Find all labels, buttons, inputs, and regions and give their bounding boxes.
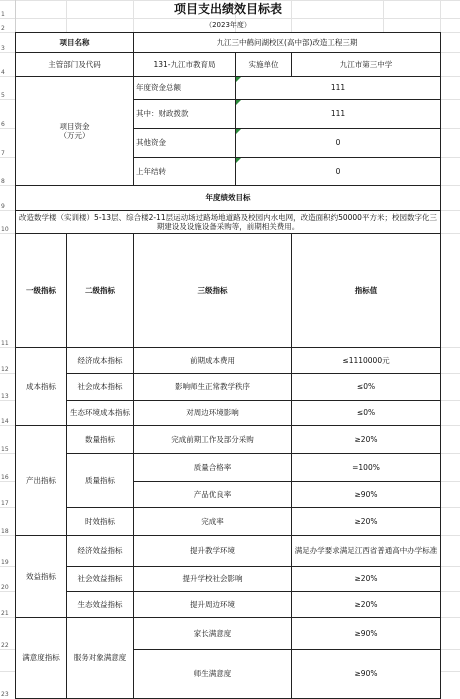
funds-item-value-text: 0: [335, 166, 341, 176]
indicator-value-text: ≤0%: [356, 382, 376, 392]
impl-unit-value[interactable]: [291, 52, 441, 77]
indicator-level3-text: 提升周边环境: [190, 599, 235, 609]
annual-goal-header-text: 年度绩效目标: [205, 193, 251, 203]
project-name-label[interactable]: [15, 32, 134, 53]
indicator-value[interactable]: [291, 566, 441, 592]
indicator-level1[interactable]: [15, 425, 67, 536]
row-number[interactable]: 12: [1, 366, 9, 373]
header-value[interactable]: [291, 233, 441, 348]
indicator-level3[interactable]: [133, 400, 292, 426]
comment-marker-icon: [236, 77, 241, 82]
indicator-level2[interactable]: [66, 425, 134, 454]
indicator-level1-text: 产出指标: [26, 475, 56, 485]
header-level2[interactable]: [66, 233, 134, 348]
indicator-level2-text: 生态效益指标: [77, 599, 123, 609]
indicator-value-text: ≥90%: [354, 628, 378, 638]
indicator-level2-text: 时效指标: [85, 516, 115, 526]
funds-item-label[interactable]: [133, 76, 236, 100]
indicator-value-text: =100%: [352, 462, 380, 472]
indicator-level2-text: 生态环境成本指标: [70, 408, 130, 418]
impl-unit-value-text: 九江市第三中学: [339, 59, 393, 69]
row-number[interactable]: 9: [1, 203, 5, 210]
indicator-level3-text: 完成率: [201, 516, 224, 526]
row-header-column: [0, 0, 16, 698]
header-level1[interactable]: [15, 233, 67, 348]
indicator-level2[interactable]: [66, 347, 134, 374]
row-number[interactable]: 1: [1, 11, 5, 18]
funds-item-value[interactable]: [235, 99, 441, 129]
indicator-value-text: ≤0%: [356, 408, 376, 418]
indicator-value-text: 满足办学要求满足江西省普通高中办学标准: [294, 546, 438, 556]
row-number[interactable]: 18: [1, 528, 9, 535]
dept-label-text: 主管部门及代码: [48, 59, 101, 69]
indicator-level2-text: 数量指标: [85, 434, 115, 444]
indicator-level3-text: 产品优良率: [193, 489, 232, 499]
row-number[interactable]: 15: [1, 446, 9, 453]
year-subtitle-text: （2023年度）: [205, 21, 251, 30]
indicator-level1-text: 成本指标: [26, 381, 56, 391]
funds-item-value[interactable]: [235, 76, 441, 100]
row-number[interactable]: 8: [1, 178, 5, 185]
indicator-value-text: ≥20%: [354, 516, 378, 526]
indicator-level1[interactable]: [15, 347, 67, 426]
row-number[interactable]: 14: [1, 418, 9, 425]
funds-item-value[interactable]: [235, 128, 441, 158]
annual-goal-header[interactable]: [15, 185, 441, 211]
project-name-label-text: 项目名称: [59, 37, 90, 47]
indicator-level1[interactable]: [15, 617, 67, 699]
indicator-level3[interactable]: [133, 566, 292, 592]
year-subtitle[interactable]: [15, 18, 441, 33]
indicator-level1-text: 满意度指标: [22, 653, 60, 663]
project-name-value-text: 九江三中鹤问湖校区(高中部)改造工程三期: [216, 37, 358, 47]
indicator-level2[interactable]: [66, 617, 134, 699]
indicator-level3[interactable]: [133, 481, 292, 508]
funds-item-label-text: 上年结转: [136, 166, 166, 176]
funds-item-value[interactable]: [235, 157, 441, 186]
header-level1-text: 一级指标: [26, 285, 56, 295]
row-number[interactable]: 21: [1, 610, 9, 617]
indicator-level2[interactable]: [66, 453, 134, 508]
row-number[interactable]: 20: [1, 584, 9, 591]
comment-marker-icon: [236, 100, 241, 105]
indicator-level2[interactable]: [66, 373, 134, 401]
row-number[interactable]: 19: [1, 559, 9, 566]
indicator-level2[interactable]: [66, 507, 134, 536]
funds-item-label-text: 其中：财政拨款: [136, 109, 189, 119]
indicator-value[interactable]: [291, 373, 441, 401]
indicator-level3-text: 前期成本费用: [190, 355, 235, 365]
row-number[interactable]: 17: [1, 500, 9, 507]
indicator-level3-text: 提升学校社会影响: [182, 574, 243, 584]
indicator-value[interactable]: [291, 425, 441, 454]
header-level3-text: 三级指标: [197, 285, 228, 295]
indicator-level3-text: 影响师生正常教学秩序: [175, 382, 250, 392]
funds-item-label[interactable]: [133, 99, 236, 129]
comment-marker-icon: [236, 129, 241, 134]
funds-item-value-text: 0: [335, 138, 341, 148]
dept-label[interactable]: [15, 52, 134, 77]
indicator-level3-text: 家长满意度: [193, 628, 232, 638]
annual-goal-text-text: 改造数学楼（实训楼）5-13层、综合楼2-11层运动场过路场地道路及校园内水电网，改造面积约50000平方米；校园数字化三期建设及设施设备采购等，前期相关费用。: [19, 212, 437, 231]
indicator-level3-text: 师生满意度: [193, 669, 232, 679]
funds-item-label-text: 其他资金: [136, 138, 166, 148]
funds-item-label[interactable]: [133, 157, 236, 186]
indicator-value-text: ≥90%: [354, 669, 378, 679]
row-number[interactable]: 10: [1, 226, 9, 233]
header-level3[interactable]: [133, 233, 292, 348]
indicator-level3[interactable]: [133, 535, 292, 567]
funds-label-text: 项目资金 （万元）: [59, 121, 90, 140]
impl-unit-label-text: 实施单位: [248, 59, 279, 69]
dept-value-text: 131-九江市教育局: [153, 59, 216, 69]
impl-unit-label[interactable]: [235, 52, 292, 77]
row-number[interactable]: 2: [1, 25, 5, 32]
dept-value[interactable]: [133, 52, 236, 77]
indicator-level1[interactable]: [15, 535, 67, 618]
indicator-value[interactable]: [291, 400, 441, 426]
indicator-level2[interactable]: [66, 566, 134, 592]
indicator-level3[interactable]: [133, 347, 292, 374]
funds-label[interactable]: [15, 76, 134, 186]
indicator-level1-text: 效益指标: [26, 571, 56, 581]
comment-marker-icon: [236, 158, 241, 163]
row-number[interactable]: 22: [1, 642, 9, 649]
indicator-level2[interactable]: [66, 400, 134, 426]
indicator-level2-text: 服务对象满意度: [73, 653, 127, 663]
row-number[interactable]: 16: [1, 474, 9, 481]
indicator-level2-text: 经济成本指标: [77, 355, 123, 365]
indicator-value[interactable]: [291, 649, 441, 699]
indicator-level3-text: 对周边环境影响: [186, 408, 239, 418]
indicator-level3[interactable]: [133, 425, 292, 454]
indicator-value-text: ≥20%: [354, 574, 378, 584]
row-number[interactable]: 6: [1, 121, 5, 128]
indicator-value-text: ≥20%: [354, 434, 378, 444]
header-level2-text: 二级指标: [85, 285, 115, 295]
indicator-level3-text: 质量合格率: [193, 462, 232, 472]
indicator-value[interactable]: [291, 507, 441, 536]
indicator-level2-text: 社会效益指标: [77, 574, 123, 584]
annual-goal-text[interactable]: [15, 210, 441, 234]
page-title[interactable]: [15, 0, 441, 19]
indicator-level3[interactable]: [133, 373, 292, 401]
row-number[interactable]: 4: [1, 69, 5, 76]
row-number[interactable]: 23: [1, 691, 9, 698]
row-number[interactable]: 5: [1, 92, 5, 99]
indicator-value-text: ≥90%: [354, 489, 378, 499]
header-value-text: 指标值: [354, 285, 378, 295]
indicator-level2-text: 经济效益指标: [77, 546, 123, 556]
indicator-level3[interactable]: [133, 649, 292, 699]
funds-item-label[interactable]: [133, 128, 236, 158]
indicator-level3[interactable]: [133, 507, 292, 536]
indicator-value[interactable]: [291, 591, 441, 618]
row-number[interactable]: 7: [1, 150, 5, 157]
funds-item-value-text: 111: [330, 83, 346, 93]
indicator-value[interactable]: [291, 617, 441, 650]
page-title-text: 项目支出绩效目标表: [173, 2, 282, 16]
indicator-level2-text: 质量指标: [85, 475, 115, 485]
indicator-level2[interactable]: [66, 535, 134, 567]
indicator-level3-text: 提升教学环境: [190, 546, 235, 556]
row-number[interactable]: 3: [1, 45, 5, 52]
indicator-value[interactable]: [291, 453, 441, 482]
row-number[interactable]: 13: [1, 393, 9, 400]
funds-item-label-text: 年度资金总额: [136, 83, 181, 93]
funds-item-value-text: 111: [330, 109, 346, 119]
row-number[interactable]: 11: [1, 340, 9, 347]
indicator-level3[interactable]: [133, 591, 292, 618]
indicator-value-text: ≥20%: [354, 599, 378, 609]
indicator-level3[interactable]: [133, 617, 292, 650]
indicator-value-text: ≤1110000元: [342, 355, 390, 365]
indicator-value[interactable]: [291, 347, 441, 374]
project-name-value[interactable]: [133, 32, 441, 53]
indicator-value[interactable]: [291, 535, 441, 567]
indicator-level3[interactable]: [133, 453, 292, 482]
indicator-value[interactable]: [291, 481, 441, 508]
indicator-level2-text: 社会成本指标: [77, 382, 123, 392]
indicator-level3-text: 完成前期工作及部分采购: [171, 434, 254, 444]
indicator-level2[interactable]: [66, 591, 134, 618]
